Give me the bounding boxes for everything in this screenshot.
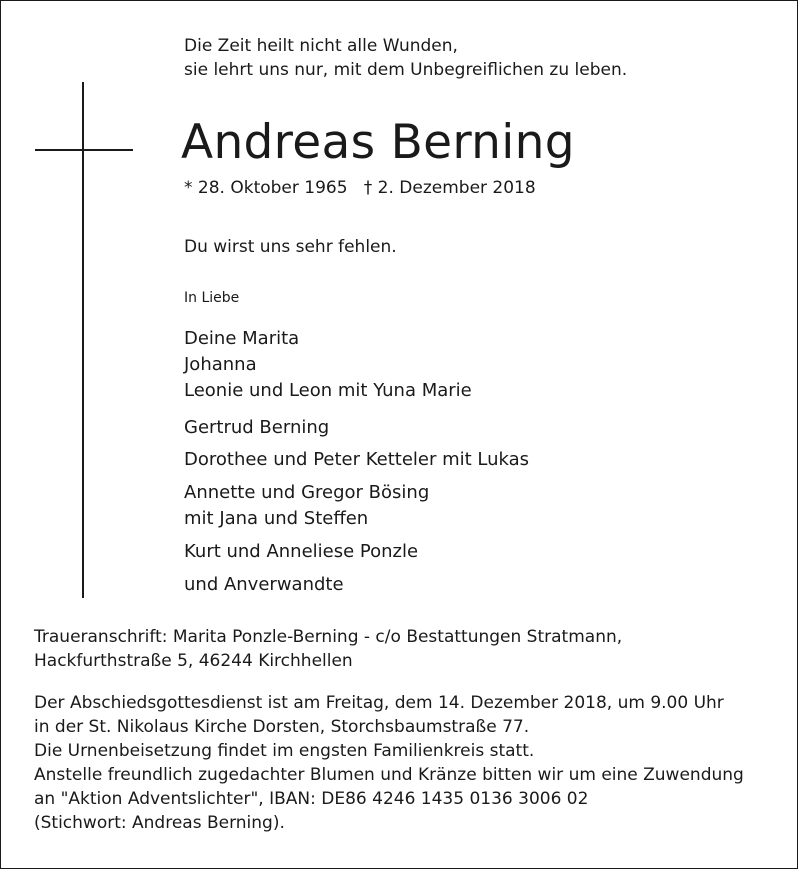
address-line-2: Hackfurthstraße 5, 46244 Kirchhellen [34,651,353,671]
family-line: Deine Marita [184,328,300,349]
family-line: mit Jana und Steffen [184,508,369,529]
family-line: Leonie und Leon mit Yuna Marie [184,380,472,401]
quote-line-2: sie lehrt uns nur, mit dem Unbegreiflichen zu leben. [184,60,628,80]
service-line: in der St. Nikolaus Kirche Dorsten, Storchsbaumstraße 77. [34,717,530,737]
family-line: Dorothee und Peter Ketteler mit Lukas [184,449,530,470]
family-line: und Anverwandte [184,574,344,595]
family-group-6 [184,572,344,598]
family-group-2 [184,415,329,441]
mourning-address [34,625,622,673]
in-love-label: In Liebe [184,290,240,306]
death-date: † 2. Dezember 2018 [363,178,536,198]
quote-line-1: Die Zeit heilt nicht alle Wunden, [184,36,458,56]
life-dates [184,177,536,199]
service-line: Der Abschiedsgottesdienst ist am Freitag, dem 14. Dezember 2018, um 9.00 Uhr [34,693,724,713]
cross-horizontal-bar [35,149,133,151]
service-line: Anstelle freundlich zugedachter Blumen und Kränze bitten wir um eine Zuwendung [34,765,744,785]
family-group-5 [184,539,418,565]
cross-vertical-bar [82,82,84,598]
deceased-name: Andreas Berning [181,115,575,170]
service-line: (Stichwort: Andreas Berning). [34,813,285,833]
family-line: Annette und Gregor Bösing [184,482,430,503]
family-line: Gertrud Berning [184,417,330,438]
family-group-4 [184,480,429,532]
quote [184,34,627,82]
family-group-3 [184,447,529,473]
family-line: Kurt und Anneliese Ponzle [184,541,419,562]
family-line: Johanna [184,354,257,375]
birth-date: * 28. Oktober 1965 [184,178,348,198]
farewell-line: Du wirst uns sehr fehlen. [184,237,397,257]
service-line: an "Aktion Adventslichter", IBAN: DE86 4246 1435 0136 3006 02 [34,789,589,809]
service-line: Die Urnenbeisetzung findet im engsten Familienkreis statt. [34,741,535,761]
family-group-1 [184,326,472,404]
address-line-1: Traueranschrift: Marita Ponzle-Berning - c/o Bestattungen Stratmann, [34,627,623,647]
service-details [34,691,744,835]
